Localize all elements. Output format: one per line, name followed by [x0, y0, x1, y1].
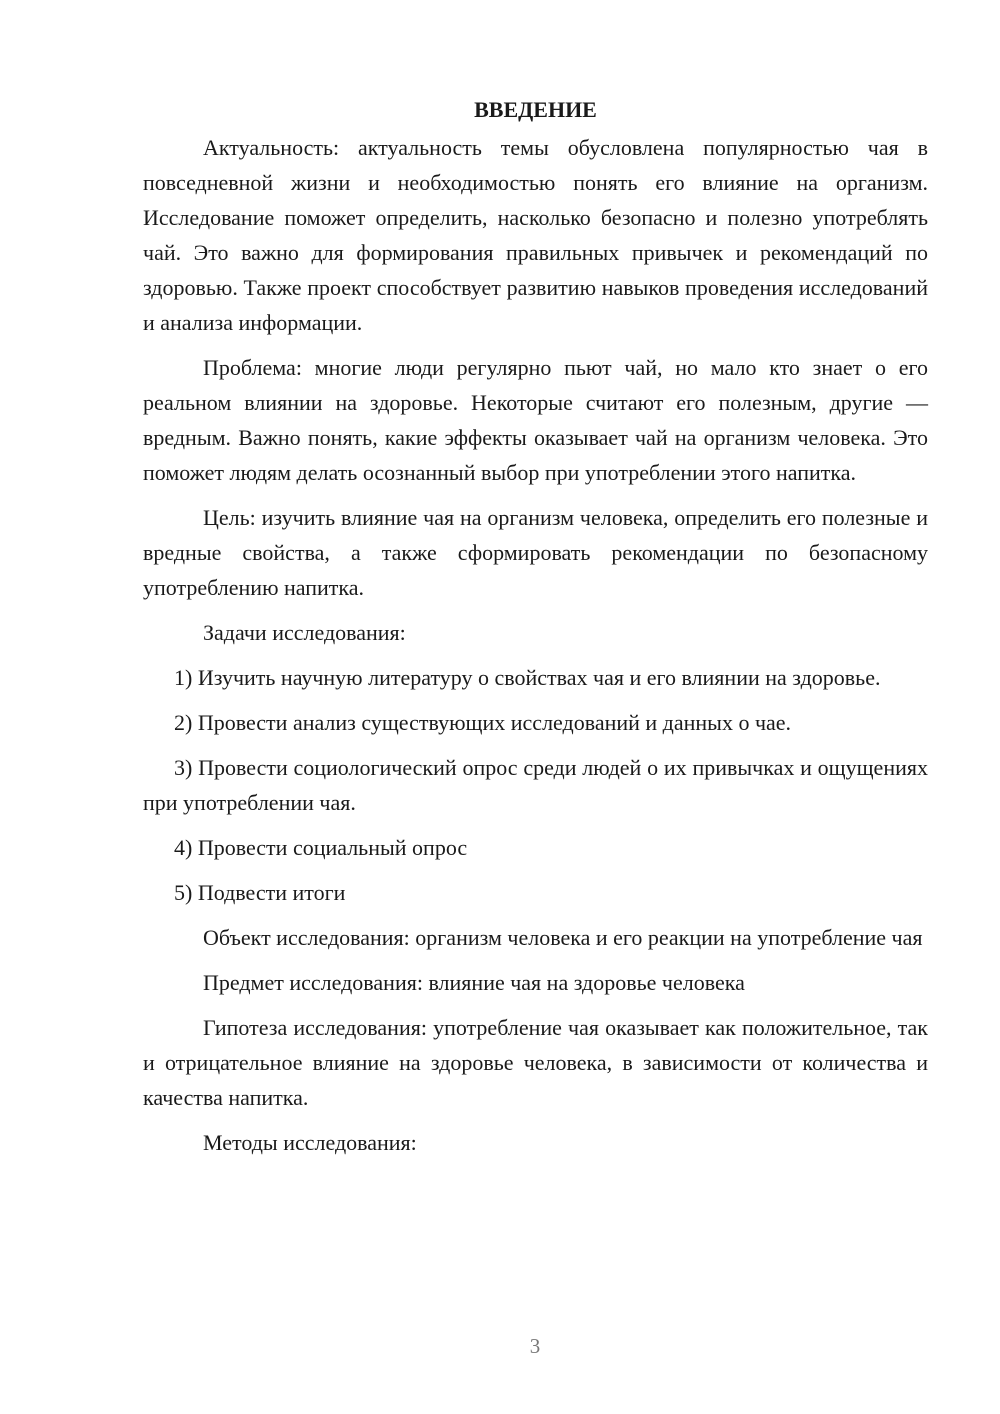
section-title: ВВЕДЕНИЕ	[474, 97, 597, 122]
problem-paragraph: Проблема: многие люди регулярно пьют чай, но мало кто знает о его реальном влиянии на здоровье. Некоторые считают его полезным, другие — вредным. Важно понять, какие эффекты оказывает чай на организм человека. Это поможет людям делать осознанный выбор при употреблении этого напитка.	[143, 355, 928, 485]
task-item-4: 4) Провести социальный опрос	[174, 835, 468, 860]
task-item-1: 1) Изучить научную литературу о свойствах чая и его влиянии на здоровье.	[174, 665, 881, 690]
tasks-heading: Задачи исследования:	[203, 620, 406, 645]
object-paragraph: Объект исследования: организм человека и его реакции на употребление чая	[203, 925, 923, 950]
subject-paragraph: Предмет исследования: влияние чая на здоровье человека	[203, 970, 745, 995]
hypothesis-paragraph: Гипотеза исследования: употребление чая оказывает как положительное, так и отрицательное влияние на здоровье человека, в зависимости от количества и качества напитка.	[143, 1015, 928, 1110]
document-page	[143, 92, 928, 1170]
task-item-3: 3) Провести социологический опрос среди людей о их привычках и ощущениях при употреблении чая.	[143, 755, 928, 815]
relevance-paragraph: Актуальность: актуальность темы обусловлена популярностью чая в повседневной жизни и необходимостью понять его влияние на организм. Исследование поможет определить, насколько безопасно и полезно употреблять чай. Это важно для формирования правильных привычек и рекомендаций по здоровью. Также проект способствует развитию навыков проведения исследований и анализа информации.	[143, 135, 928, 335]
task-item-2: 2) Провести анализ существующих исследований и данных о чае.	[174, 710, 792, 735]
goal-paragraph: Цель: изучить влияние чая на организм человека, определить его полезные и вредные свойства, а также сформировать рекомендации по безопасному употреблению напитка.	[143, 505, 928, 600]
page-number: 3	[529, 1334, 541, 1358]
methods-heading: Методы исследования:	[203, 1130, 417, 1155]
task-item-5: 5) Подвести итоги	[174, 880, 346, 905]
